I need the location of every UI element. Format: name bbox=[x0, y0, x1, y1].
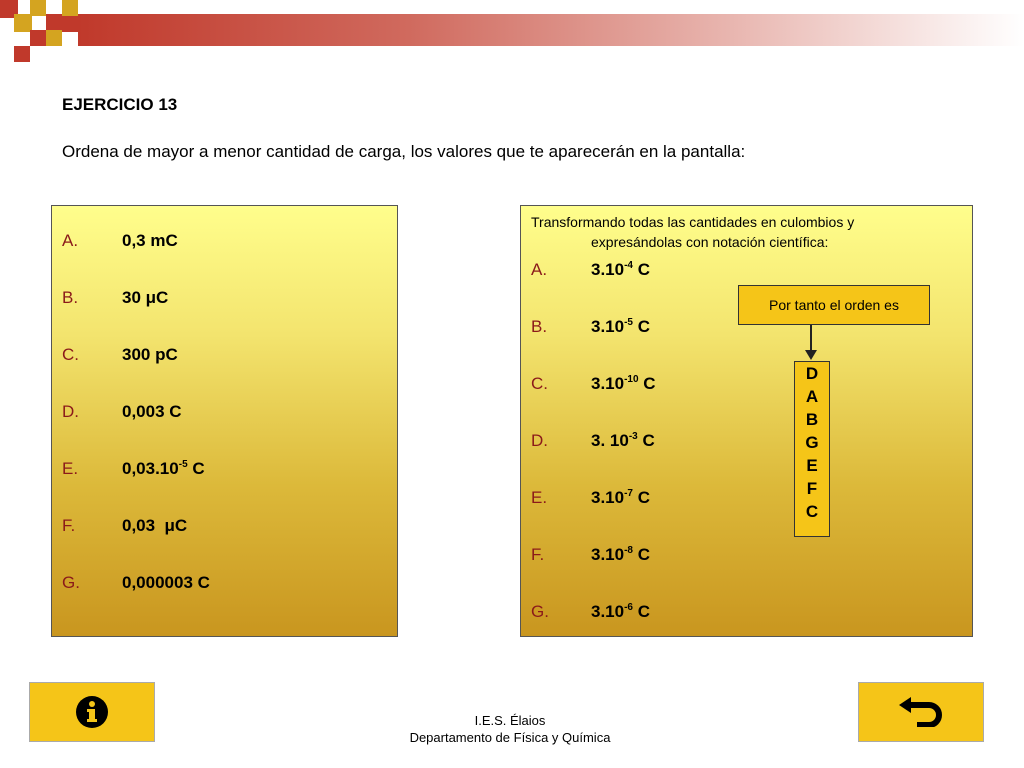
item-letter: D. bbox=[531, 431, 548, 450]
item-letter: F. bbox=[62, 516, 76, 535]
scientific-notation-panel bbox=[520, 205, 973, 637]
order-arrowhead bbox=[805, 350, 817, 360]
item-letter: G. bbox=[531, 602, 549, 621]
order-label-box: Por tanto el orden es bbox=[738, 285, 930, 325]
item-value: 0,000003 C bbox=[122, 573, 210, 592]
return-arrow-icon bbox=[899, 697, 943, 727]
item-value: $3.10^{-8}$ C bbox=[591, 545, 650, 564]
exercise-title: EJERCICIO 13 bbox=[62, 95, 178, 114]
sequence-letter: C bbox=[805, 502, 819, 521]
item-letter: A. bbox=[531, 260, 548, 279]
item-letter: E. bbox=[62, 459, 79, 478]
item-value: 0,03 μC bbox=[122, 516, 188, 535]
item-letter: A. bbox=[62, 231, 79, 250]
item-value: 0,3 mC bbox=[122, 231, 178, 250]
item-value: $0,03.10^{-5}$ C bbox=[122, 459, 205, 478]
order-sequence-box bbox=[794, 361, 830, 537]
item-letter: D. bbox=[62, 402, 79, 421]
item-letter: F. bbox=[531, 545, 545, 564]
sequence-letter: B bbox=[805, 410, 819, 429]
item-value: 0,003 C bbox=[122, 402, 182, 421]
deco-square bbox=[30, 0, 46, 16]
deco-square bbox=[30, 30, 46, 46]
item-letter: C. bbox=[62, 345, 79, 364]
footer-department: Departamento de Física y Química bbox=[409, 730, 611, 745]
panel-heading bbox=[531, 212, 961, 252]
item-letter: G. bbox=[62, 573, 80, 592]
item-letter: B. bbox=[531, 317, 548, 336]
deco-square bbox=[46, 30, 62, 46]
info-icon bbox=[75, 695, 109, 729]
sequence-letter: E bbox=[806, 456, 818, 475]
sequence-letter: A bbox=[805, 387, 819, 406]
item-letter: B. bbox=[62, 288, 79, 307]
deco-square bbox=[14, 46, 30, 62]
sequence-letter: G bbox=[805, 433, 819, 452]
item-value: 3. $10^{-3}$ C bbox=[591, 431, 655, 450]
item-value: $3.10^{-6}$ C bbox=[591, 602, 650, 621]
back-button[interactable] bbox=[858, 682, 984, 742]
item-letter: E. bbox=[531, 488, 548, 507]
item-value: $3.10^{-10}$ C bbox=[591, 374, 656, 393]
original-values-panel bbox=[51, 205, 398, 637]
sequence-letter: D bbox=[805, 364, 819, 383]
item-value: 30 μC bbox=[122, 288, 169, 307]
deco-square bbox=[62, 0, 78, 16]
exercise-instruction: Ordena de mayor a menor cantidad de carga, los valores que te aparecerán en la pantalla: bbox=[62, 142, 746, 161]
info-button[interactable] bbox=[29, 682, 155, 742]
item-value: $3.10^{-7}$ C bbox=[591, 488, 650, 507]
order-arrow bbox=[810, 325, 812, 353]
item-value: $3.10^{-5}$ C bbox=[591, 317, 650, 336]
footer-school: I.E.S. Élaios bbox=[474, 713, 546, 728]
item-value: $3.10^{-4}$ C bbox=[591, 260, 650, 279]
sequence-letter: F bbox=[806, 479, 818, 498]
item-value: 300 pC bbox=[122, 345, 178, 364]
heading-line: Transformando todas las cantidades en culombios y bbox=[531, 214, 855, 230]
footer bbox=[380, 712, 640, 746]
header-gradient-bar bbox=[78, 14, 1024, 46]
item-letter: C. bbox=[531, 374, 548, 393]
heading-line: expresándolas con notación científica: bbox=[591, 234, 829, 250]
